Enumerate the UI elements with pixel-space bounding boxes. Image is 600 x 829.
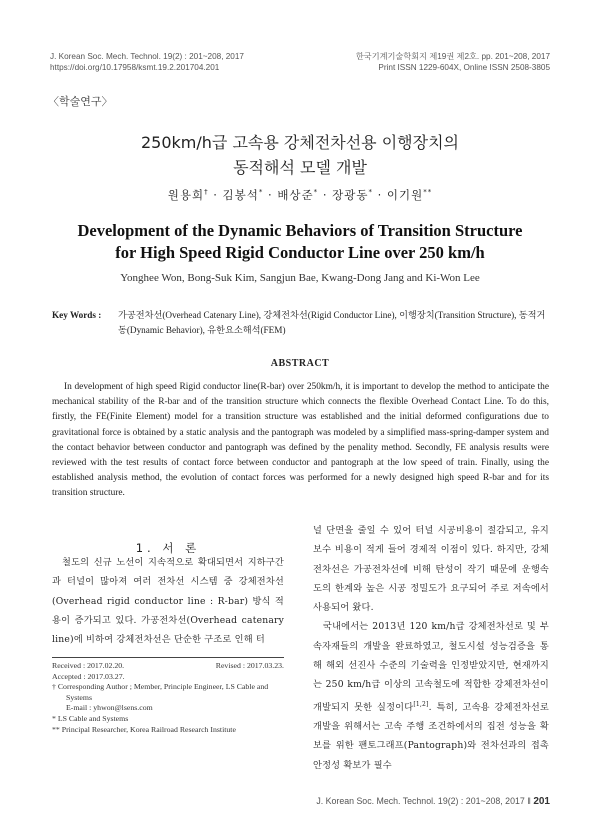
abstract-heading: ABSTRACT	[270, 358, 330, 369]
footnote-divider	[52, 657, 284, 658]
revised-date: Revised : 2017.03.23.	[215, 661, 284, 670]
title-english-line2: for High Speed Rigid Conductor Line over 250 km/h	[115, 243, 485, 262]
email[interactable]: E-mail : yhwon@lsens.com	[66, 703, 153, 713]
footer-citation: J. Korean Soc. Mech. Technol. 19(2) : 201~208, 2017	[316, 796, 525, 806]
body-column-left	[52, 553, 284, 649]
accepted-date: Accepted : 2017.03.27.	[52, 671, 125, 681]
header-right	[356, 51, 550, 73]
paragraph-text: 국내에서는 2013년 120 km/h급 강체전차선로 및 부속자재들의 개발을 완료하였고, 철도시설 성능검증을 통해 해외 선진사 수준의 기술력을 인정받았지만, 현재까지는 250 km/h급 이상의 고속철도에 적합한 강체전차선이 개발되지 못한 실정이다	[313, 621, 549, 713]
article-category: 〈학술연구〉	[48, 95, 113, 108]
journal-citation-ko: 한국기계기술학회지 제19권 제2호. pp. 201~208, 2017	[355, 52, 550, 61]
keywords	[52, 308, 552, 338]
doi-link[interactable]: https://doi.org/10.17958/ksmt.19.2.201704.201	[50, 63, 220, 72]
corresponding-author: † Corresponding Author ; Member, Principle Engineer, LS Cable and	[52, 682, 269, 692]
paragraph	[313, 617, 549, 774]
footnote-dates	[52, 661, 284, 672]
author-2-mark: *	[258, 188, 264, 197]
section-heading: 1. 서 론	[135, 541, 201, 555]
abstract-body: In development of high speed Rigid conductor line(R-bar) over 250km/h, it is important to develop the method to anticipate the mechanical stability of the R-bar and of the transition structure which connects the flexible Overhead Contact Line. To do this, firstly, the FE(Finite Element) model for a transition structure was established and the initial deformed configurations due to gravitational force is obtained by a static analysis and the pantograph was modeled by a simplified mass-spring-damper system and the contact behavior between conductor and pantograph was defined by the penality method. Secondly, FE analysis results were reviewed with the test results of contact force between conductor and pantograph at the low speed of train. Finally, using the established analysis method, the evolution of contact forces was performed for a newly designed high speed R-bar and for its transition structure.	[52, 382, 549, 499]
corresponding-author-cont: Systems	[66, 692, 92, 702]
citation-ref[interactable]: [1,2]	[413, 700, 429, 708]
footnotes	[52, 661, 284, 735]
author-3-mark: *	[313, 188, 319, 197]
received-date: Received : 2017.02.20.	[52, 661, 125, 670]
page-footer	[316, 796, 550, 807]
paragraph: 철도의 신규 노선이 지속적으로 확대되면서 지하구간과 터널이 많아져 여러 전차선 시스템 중 강체전차선(Overhead rigid conductor line : R-bar) 방식 적용이 증가되고 있다. 가공전차선(Overhead catenary line)에 비하여 강체전차선은 단순한 구조로 인해 터	[52, 557, 284, 646]
author-1-mark: †	[204, 188, 209, 197]
author-2: 김봉석	[222, 188, 259, 202]
title-korean-line2: 동적해석 모델 개발	[233, 158, 367, 177]
header-left	[50, 51, 244, 73]
author-5: 이기원	[386, 188, 424, 202]
title-english-line1: Development of the Dynamic Behaviors of Transition Structure	[77, 221, 523, 240]
authors-korean	[0, 187, 600, 203]
author-4-mark: *	[368, 188, 373, 197]
author-3: 배상준	[277, 188, 314, 202]
author-separator: ·	[322, 188, 328, 202]
author-separator: ·	[268, 188, 273, 202]
page-number: 201	[533, 796, 550, 807]
author-separator: ·	[377, 188, 383, 202]
paragraph-text: . 특히, 고속용 강체전차선로 개발을 위해서는 고속 주행 조건하에서의 집전 성능을 확보를 위한 팬토그래프(Pantograph)와 전차선과의 접촉 안정성 확보가 필수	[313, 701, 549, 771]
author-1: 원용희	[167, 188, 205, 202]
author-5-mark: **	[423, 188, 433, 197]
authors-english: Yonghee Won, Bong-Suk Kim, Sangjun Bae, Kwang-Dong Jang and Ki-Won Lee	[120, 272, 480, 284]
body-column-right	[313, 521, 549, 775]
author-4: 장광동	[332, 188, 369, 202]
keywords-label: Key Words :	[52, 310, 102, 320]
affiliation-2: ** Principal Researcher, Korea Railroad Research Institute	[52, 724, 236, 734]
journal-citation: J. Korean Soc. Mech. Technol. 19(2) : 201~208, 2017	[50, 52, 244, 61]
footer-separator: ‖	[527, 796, 531, 806]
author-separator: ·	[213, 188, 218, 202]
issn: Print ISSN 1229-604X, Online ISSN 2508-3805	[378, 63, 550, 72]
keywords-text: 가공전차선(Overhead Catenary Line), 강체전차선(Rigid Conductor Line), 이행장치(Transition Structure), 동적거동(Dynamic Behavior), 유한요소해석(FEM)	[118, 310, 546, 335]
title-english	[0, 220, 600, 264]
title-korean-line1: 250km/h급 고속용 강체전차선용 이행장치의	[140, 133, 460, 152]
paragraph: 널 단면을 줄일 수 있어 터널 시공비용이 절감되고, 유지보수 비용이 적게 들어 경제적 이점이 있다. 하지만, 강체전차선은 가공전차선에 비해 탄성이 작기 때문에 운행속도의 한계와 높은 시공 정밀도가 요구되어 주로 저속에서 사용되어 왔다.	[313, 525, 549, 614]
affiliation-1: * LS Cable and Systems	[52, 713, 129, 723]
title-korean	[0, 130, 600, 180]
